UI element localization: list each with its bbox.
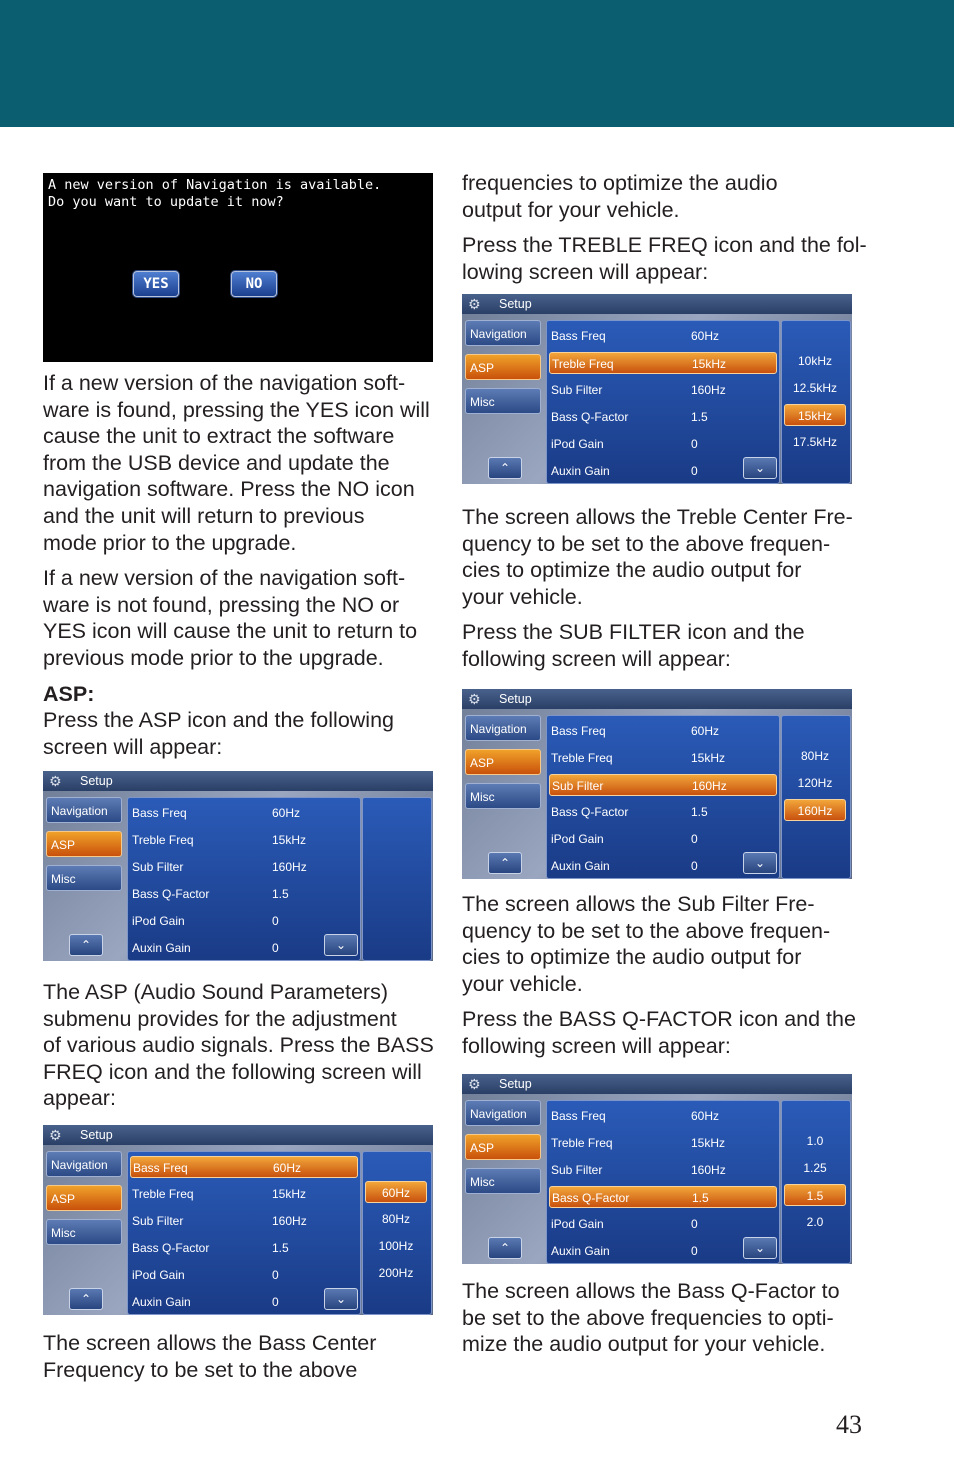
setting-label: Sub Filter [132, 1214, 184, 1228]
setup-screen-bass-q-factor [462, 1074, 852, 1264]
option-item[interactable]: 80Hz [800, 749, 829, 763]
right-column-bass-q-text [462, 1278, 882, 1358]
settings-row[interactable] [549, 379, 777, 401]
setup-title: Setup [499, 1077, 532, 1091]
setup-screen-treble-freq [462, 294, 852, 484]
setting-label: Bass Q-Factor [132, 887, 210, 901]
setup-title: Setup [80, 774, 113, 788]
right-column-treble-text [462, 504, 882, 673]
settings-row[interactable] [549, 352, 777, 374]
setting-value: 15kHz [272, 833, 307, 847]
paragraph-bass-center: The screen allows the Bass Center Frequency to be set to the above [43, 1331, 377, 1382]
paragraph-frequencies-continued: frequencies to optimize the audio output for your vehicle. [462, 171, 778, 222]
setting-label: Auxin Gain [551, 1244, 610, 1258]
up-arrow-icon[interactable]: ⌃ [488, 852, 522, 874]
setup-titlebar [462, 294, 852, 314]
setting-label: Bass Freq [551, 329, 606, 343]
setting-value: 0 [272, 914, 279, 928]
settings-row[interactable] [130, 856, 358, 878]
settings-row[interactable] [549, 774, 777, 796]
nav-button-navigation[interactable]: Navigation [465, 715, 541, 741]
yes-button[interactable]: YES [133, 271, 179, 297]
setting-label: Auxin Gain [551, 464, 610, 478]
up-arrow-icon[interactable]: ⌃ [69, 1288, 103, 1310]
paragraph-sub-filter-intro: Press the SUB FILTER icon and the following screen will appear: [462, 620, 805, 671]
nav-button-misc[interactable]: Misc [46, 1219, 122, 1245]
nav-button-asp[interactable]: ASP [465, 749, 541, 775]
setting-value: 60Hz [272, 806, 301, 820]
gear-icon: ⚙ [468, 296, 481, 312]
option-item[interactable]: 1.25 [803, 1161, 827, 1175]
setup-titlebar [462, 1074, 852, 1094]
option-item[interactable]: 160Hz [784, 799, 846, 821]
settings-row[interactable] [549, 801, 777, 823]
setup-titlebar [43, 1125, 433, 1145]
setting-label: Sub Filter [552, 779, 604, 793]
setting-label: Bass Freq [132, 806, 187, 820]
paragraph-sub-filter-description: The screen allows the Sub Filter Fre- quency to be set to the above frequen- cies to optimize the audio output for your vehicle. [462, 892, 831, 996]
setting-value: 160Hz [691, 1163, 726, 1177]
setting-value: 1.5 [272, 1241, 289, 1255]
nav-button-misc[interactable]: Misc [46, 865, 122, 891]
settings-row[interactable] [549, 720, 777, 742]
settings-list [546, 715, 780, 879]
nav-button-asp[interactable]: ASP [465, 354, 541, 380]
right-column-sub-text [462, 891, 882, 1060]
setting-value: 0 [691, 859, 698, 873]
left-column-middle [43, 979, 443, 1112]
setup-screen-asp [43, 771, 433, 961]
setting-value: 160Hz [691, 383, 726, 397]
up-arrow-icon[interactable]: ⌃ [488, 1237, 522, 1259]
option-item[interactable]: 15kHz [784, 404, 846, 426]
up-arrow-icon[interactable]: ⌃ [488, 457, 522, 479]
settings-row[interactable] [549, 433, 777, 455]
options-panel [781, 320, 851, 484]
settings-list [546, 1100, 780, 1264]
setting-label: Sub Filter [551, 383, 603, 397]
nav-button-misc[interactable]: Misc [465, 1168, 541, 1194]
nav-button-navigation[interactable]: Navigation [465, 320, 541, 346]
setting-value: 0 [272, 1268, 279, 1282]
option-item[interactable]: 60Hz [365, 1181, 427, 1203]
setup-title: Setup [80, 1128, 113, 1142]
down-arrow-icon[interactable]: ⌄ [743, 852, 777, 874]
setting-value: 60Hz [691, 724, 720, 738]
settings-row[interactable] [549, 1105, 777, 1127]
options-panel [781, 1100, 851, 1264]
setting-value: 0 [272, 1295, 279, 1309]
settings-row[interactable] [130, 883, 358, 905]
nav-button-asp[interactable]: ASP [46, 831, 122, 857]
setting-label: Bass Q-Factor [132, 1241, 210, 1255]
settings-row[interactable] [130, 910, 358, 932]
option-item[interactable]: 12.5kHz [792, 381, 838, 395]
setting-label: Bass Q-Factor [552, 1191, 630, 1205]
settings-row[interactable] [549, 1186, 777, 1208]
nav-button-navigation[interactable]: Navigation [46, 797, 122, 823]
settings-row[interactable] [130, 802, 358, 824]
gear-icon: ⚙ [468, 691, 481, 707]
setting-value: 60Hz [691, 1109, 720, 1123]
setting-label: Sub Filter [132, 860, 184, 874]
setup-title: Setup [499, 297, 532, 311]
nav-button-navigation[interactable]: Navigation [465, 1100, 541, 1126]
setting-label: Bass Q-Factor [551, 410, 629, 424]
paragraph-update-not-found: If a new version of the navigation soft- ware is not found, pressing the NO or YES icon will cause the unit to return to previous mode prior to the upgrade. [43, 566, 418, 670]
settings-row[interactable] [130, 1156, 358, 1178]
setting-value: 160Hz [272, 1214, 307, 1228]
setting-value: 0 [691, 464, 698, 478]
down-arrow-icon[interactable]: ⌄ [324, 934, 358, 956]
update-dialog-screenshot [43, 173, 433, 362]
setting-value: 15kHz [692, 357, 727, 371]
asp-heading: ASP: [43, 681, 95, 706]
settings-row[interactable] [549, 747, 777, 769]
nav-button-asp[interactable]: ASP [465, 1134, 541, 1160]
settings-row[interactable] [549, 1213, 777, 1235]
setting-value: 1.5 [272, 887, 289, 901]
down-arrow-icon[interactable]: ⌄ [743, 457, 777, 479]
settings-row[interactable] [130, 829, 358, 851]
setting-value: 60Hz [273, 1161, 302, 1175]
paragraph-bass-q-description: The screen allows the Bass Q-Factor to be set to the above frequencies to opti- mize the audio output for your vehicle. [462, 1279, 840, 1357]
settings-row[interactable] [549, 1132, 777, 1154]
setup-screen-sub-filter [462, 689, 852, 879]
setting-label: iPod Gain [551, 437, 604, 451]
settings-row[interactable] [130, 1264, 358, 1286]
setting-value: 160Hz [272, 860, 307, 874]
down-arrow-icon[interactable]: ⌄ [743, 1237, 777, 1259]
settings-row[interactable] [549, 406, 777, 428]
nav-button-asp[interactable]: ASP [46, 1185, 122, 1211]
option-item[interactable]: 1.5 [784, 1184, 846, 1206]
setting-label: Treble Freq [552, 357, 614, 371]
setting-label: Auxin Gain [132, 1295, 191, 1309]
setting-value: 15kHz [272, 1187, 307, 1201]
setting-label: Auxin Gain [132, 941, 191, 955]
nav-button-navigation[interactable]: Navigation [46, 1151, 122, 1177]
setup-titlebar [462, 689, 852, 709]
down-arrow-icon[interactable]: ⌄ [324, 1288, 358, 1310]
setting-value: 1.5 [691, 805, 708, 819]
paragraph-treble-intro: Press the TREBLE FREQ icon and the fol- lowing screen will appear: [462, 233, 867, 284]
setting-label: Treble Freq [132, 1187, 194, 1201]
setting-value: 15kHz [691, 751, 726, 765]
gear-icon: ⚙ [468, 1076, 481, 1092]
setting-label: iPod Gain [551, 832, 604, 846]
option-item[interactable]: 100Hz [378, 1239, 414, 1253]
no-button[interactable]: NO [231, 271, 277, 297]
setting-value: 0 [691, 1217, 698, 1231]
settings-row[interactable] [130, 1183, 358, 1205]
setting-label: Treble Freq [551, 751, 613, 765]
setting-label: Bass Freq [133, 1161, 188, 1175]
option-item[interactable]: 120Hz [797, 776, 833, 790]
left-column-upper [43, 370, 443, 760]
settings-row[interactable] [130, 1237, 358, 1259]
left-column-lower [43, 1330, 443, 1383]
setting-value: 1.5 [691, 410, 708, 424]
setting-label: iPod Gain [551, 1217, 604, 1231]
option-item[interactable]: 80Hz [381, 1212, 410, 1226]
settings-row[interactable] [549, 325, 777, 347]
setting-label: Bass Q-Factor [551, 805, 629, 819]
paragraph-treble-description: The screen allows the Treble Center Fre- quency to be set to the above frequen- cies to optimize the audio output for your vehicle. [462, 505, 853, 609]
settings-row[interactable] [549, 828, 777, 850]
option-item[interactable]: 17.5kHz [792, 435, 838, 449]
setting-value: 15kHz [691, 1136, 726, 1150]
settings-row[interactable] [130, 1210, 358, 1232]
settings-row[interactable] [549, 1159, 777, 1181]
option-item[interactable]: 200Hz [378, 1266, 414, 1280]
setting-label: Auxin Gain [551, 859, 610, 873]
options-panel [362, 797, 432, 961]
right-column-top [462, 170, 882, 285]
setting-value: 1.5 [692, 1191, 709, 1205]
paragraph-bass-q-intro: Press the BASS Q-FACTOR icon and the following screen will appear: [462, 1007, 856, 1058]
paragraph-asp-description: The ASP (Audio Sound Parameters) submenu provides for the adjustment of various audio signals. Press the BASS FREQ icon and the following screen will appear: [43, 980, 434, 1111]
setting-value: 0 [691, 1244, 698, 1258]
setup-titlebar [43, 771, 433, 791]
settings-list [127, 797, 361, 961]
setting-label: Treble Freq [551, 1136, 613, 1150]
dialog-message: A new version of Navigation is available. Do you want to update it now? [48, 177, 382, 210]
option-item[interactable]: 10kHz [797, 354, 832, 368]
nav-button-misc[interactable]: Misc [465, 388, 541, 414]
setting-label: Bass Freq [551, 724, 606, 738]
gear-icon: ⚙ [49, 773, 62, 789]
paragraph-update-found: If a new version of the navigation soft- ware is found, pressing the YES icon will cause the unit to extract the software from the USB device and update the navigation software. Press the NO icon and the unit will return to previous mode prior to the upgrade. [43, 371, 430, 555]
option-item[interactable]: 1.0 [806, 1134, 824, 1148]
page-number: 43 [836, 1410, 862, 1439]
nav-button-misc[interactable]: Misc [465, 783, 541, 809]
setting-value: 0 [272, 941, 279, 955]
setting-value: 60Hz [691, 329, 720, 343]
settings-list [546, 320, 780, 484]
options-panel [362, 1151, 432, 1315]
gear-icon: ⚙ [49, 1127, 62, 1143]
setting-label: iPod Gain [132, 914, 185, 928]
setting-value: 0 [691, 437, 698, 451]
up-arrow-icon[interactable]: ⌃ [69, 934, 103, 956]
header-banner [0, 0, 954, 127]
option-item[interactable]: 2.0 [806, 1215, 824, 1229]
setup-screen-bass-freq [43, 1125, 433, 1315]
setup-title: Setup [499, 692, 532, 706]
options-panel [781, 715, 851, 879]
settings-list [127, 1151, 361, 1315]
setting-label: Bass Freq [551, 1109, 606, 1123]
setting-value: 160Hz [692, 779, 727, 793]
setting-label: Treble Freq [132, 833, 194, 847]
setting-label: Sub Filter [551, 1163, 603, 1177]
setting-label: iPod Gain [132, 1268, 185, 1282]
setting-value: 0 [691, 832, 698, 846]
paragraph-asp-intro: Press the ASP icon and the following screen will appear: [43, 708, 394, 759]
